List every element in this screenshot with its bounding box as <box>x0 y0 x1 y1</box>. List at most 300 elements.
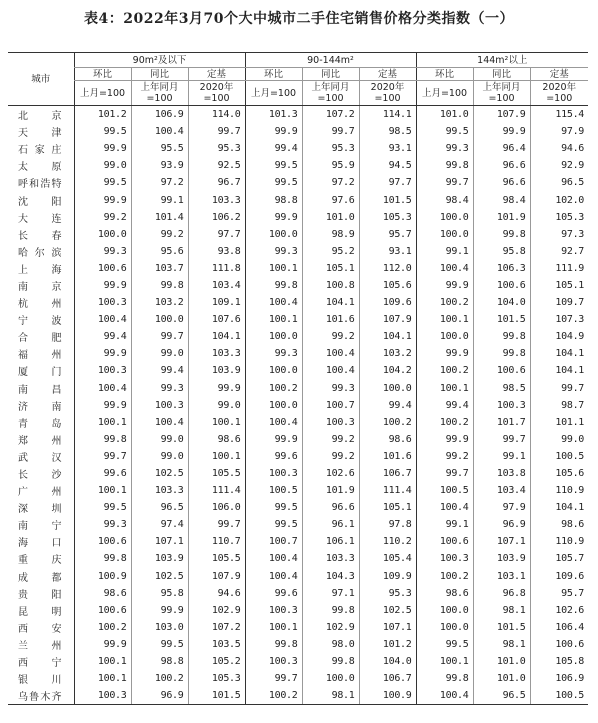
index-value: 96.1 <box>302 516 359 533</box>
index-value: 99.3 <box>245 243 302 260</box>
index-value: 99.9 <box>245 431 302 448</box>
table-row <box>8 482 588 499</box>
city-name: 乌鲁木齐 <box>8 687 74 705</box>
index-value: 104.1 <box>530 362 588 379</box>
index-value: 99.9 <box>245 209 302 226</box>
index-value: 101.0 <box>416 106 473 124</box>
index-value: 103.9 <box>473 550 530 567</box>
index-value: 99.9 <box>473 123 530 140</box>
table-row <box>8 328 588 345</box>
index-value: 100.4 <box>245 294 302 311</box>
index-value: 99.3 <box>74 243 131 260</box>
table-row <box>8 191 588 208</box>
index-value: 105.3 <box>530 209 588 226</box>
index-value: 100.4 <box>74 311 131 328</box>
index-value: 98.6 <box>416 585 473 602</box>
index-value: 98.5 <box>359 123 416 140</box>
index-value: 92.7 <box>530 243 588 260</box>
index-value: 97.9 <box>473 499 530 516</box>
city-name: 石家庄 <box>18 145 62 157</box>
index-value: 99.3 <box>416 140 473 157</box>
index-value: 99.7 <box>416 465 473 482</box>
index-value: 94.6 <box>188 585 245 602</box>
index-value: 99.3 <box>74 516 131 533</box>
index-value: 100.3 <box>74 687 131 705</box>
index-value: 97.1 <box>302 585 359 602</box>
index-value: 98.5 <box>473 380 530 397</box>
city-name: 重庆 <box>18 555 62 567</box>
index-value: 105.3 <box>188 670 245 687</box>
index-value: 96.6 <box>473 174 530 191</box>
index-value: 95.7 <box>530 585 588 602</box>
index-value: 99.9 <box>188 380 245 397</box>
index-value: 105.6 <box>359 277 416 294</box>
index-value: 97.7 <box>359 174 416 191</box>
index-value: 99.8 <box>416 670 473 687</box>
index-value: 101.4 <box>131 209 188 226</box>
index-value: 107.6 <box>188 311 245 328</box>
index-value: 103.4 <box>473 482 530 499</box>
index-value: 100.6 <box>74 602 131 619</box>
city-name: 杭州 <box>18 299 62 311</box>
index-value: 99.0 <box>131 431 188 448</box>
table-row <box>8 448 588 465</box>
index-value: 99.6 <box>245 448 302 465</box>
index-value: 99.2 <box>74 209 131 226</box>
index-value: 100.1 <box>245 260 302 277</box>
table-row <box>8 431 588 448</box>
table-row <box>8 499 588 516</box>
index-value: 93.1 <box>359 140 416 157</box>
index-value: 98.1 <box>302 687 359 705</box>
base-mom: 上月=100 <box>245 81 302 106</box>
index-value: 106.0 <box>188 499 245 516</box>
index-value: 99.4 <box>74 328 131 345</box>
index-value: 99.2 <box>131 226 188 243</box>
index-value: 100.0 <box>245 397 302 414</box>
index-value: 99.5 <box>245 516 302 533</box>
index-value: 99.7 <box>188 516 245 533</box>
index-value: 102.0 <box>530 191 588 208</box>
table-row <box>8 533 588 550</box>
city-name: 郑州 <box>18 435 62 447</box>
index-value: 106.9 <box>131 106 188 124</box>
index-value: 95.5 <box>131 140 188 157</box>
table-row <box>8 260 588 277</box>
index-value: 98.6 <box>359 431 416 448</box>
index-value: 100.0 <box>245 328 302 345</box>
index-value: 100.6 <box>530 636 588 653</box>
city-name: 上海 <box>18 264 62 276</box>
table-row <box>8 243 588 260</box>
index-value: 109.9 <box>359 568 416 585</box>
index-value: 100.0 <box>416 226 473 243</box>
index-value: 101.0 <box>473 670 530 687</box>
index-value: 99.2 <box>302 328 359 345</box>
index-value: 98.1 <box>473 602 530 619</box>
index-value: 111.8 <box>188 260 245 277</box>
base-mom: 上月=100 <box>74 81 131 106</box>
index-value: 92.9 <box>530 157 588 174</box>
city-name: 宁波 <box>18 316 62 328</box>
index-value: 110.9 <box>530 482 588 499</box>
index-value: 100.2 <box>74 619 131 636</box>
index-value: 103.8 <box>473 465 530 482</box>
index-value: 99.6 <box>74 465 131 482</box>
index-value: 103.3 <box>188 345 245 362</box>
table-row <box>8 311 588 328</box>
index-value: 104.0 <box>473 294 530 311</box>
index-value: 99.7 <box>302 123 359 140</box>
index-value: 107.1 <box>131 533 188 550</box>
index-value: 96.5 <box>131 499 188 516</box>
index-value: 99.0 <box>530 431 588 448</box>
index-value: 99.9 <box>245 123 302 140</box>
index-value: 99.9 <box>74 191 131 208</box>
index-value: 96.9 <box>473 516 530 533</box>
price-index-table <box>8 52 588 705</box>
index-value: 102.9 <box>188 602 245 619</box>
city-name: 福州 <box>18 350 62 362</box>
index-value: 100.1 <box>74 482 131 499</box>
index-value: 110.9 <box>530 533 588 550</box>
index-value: 107.1 <box>473 533 530 550</box>
index-value: 100.2 <box>416 362 473 379</box>
city-name: 沈阳 <box>18 196 62 208</box>
index-value: 100.1 <box>245 619 302 636</box>
index-value: 96.4 <box>473 140 530 157</box>
index-value: 99.5 <box>416 636 473 653</box>
index-value: 102.5 <box>131 465 188 482</box>
index-value: 100.5 <box>530 687 588 705</box>
index-value: 93.8 <box>188 243 245 260</box>
city-name: 深圳 <box>18 504 62 516</box>
subcol-yoy: 同比 <box>473 68 530 81</box>
index-value: 97.8 <box>359 516 416 533</box>
index-value: 103.3 <box>188 191 245 208</box>
index-value: 100.0 <box>131 311 188 328</box>
base-2020: 2020年=100 <box>188 81 245 106</box>
index-value: 111.4 <box>359 482 416 499</box>
base-yoy: 上年同月=100 <box>302 81 359 106</box>
index-value: 103.4 <box>188 277 245 294</box>
index-value: 105.5 <box>188 465 245 482</box>
index-value: 100.3 <box>131 397 188 414</box>
table-body <box>8 106 588 705</box>
index-value: 100.6 <box>473 362 530 379</box>
subcol-yoy: 同比 <box>131 68 188 81</box>
index-value: 99.3 <box>302 380 359 397</box>
index-value: 103.3 <box>131 482 188 499</box>
city-name: 哈尔滨 <box>18 247 62 259</box>
index-value: 104.1 <box>188 328 245 345</box>
table-row <box>8 123 588 140</box>
base-2020: 2020年=100 <box>530 81 588 106</box>
index-value: 100.7 <box>245 533 302 550</box>
table-row <box>8 636 588 653</box>
index-value: 100.4 <box>302 362 359 379</box>
index-value: 101.5 <box>359 191 416 208</box>
index-value: 105.1 <box>302 260 359 277</box>
city-header: 城市 <box>8 53 74 106</box>
index-value: 99.0 <box>131 448 188 465</box>
table-row <box>8 362 588 379</box>
table-row <box>8 140 588 157</box>
index-value: 100.4 <box>74 380 131 397</box>
index-value: 111.9 <box>530 260 588 277</box>
index-value: 102.5 <box>131 568 188 585</box>
index-value: 100.1 <box>416 653 473 670</box>
city-name: 长沙 <box>18 470 62 482</box>
index-value: 109.6 <box>359 294 416 311</box>
index-value: 99.9 <box>74 636 131 653</box>
index-value: 107.2 <box>302 106 359 124</box>
index-value: 107.3 <box>530 311 588 328</box>
page-title: 表4：2022年3月70个大中城市二手住宅销售价格分类指数（一） <box>84 11 514 27</box>
table-row <box>8 209 588 226</box>
index-value: 97.4 <box>131 516 188 533</box>
index-value: 100.3 <box>302 414 359 431</box>
index-value: 110.2 <box>359 533 416 550</box>
table-row <box>8 585 588 602</box>
index-value: 101.3 <box>245 106 302 124</box>
city-name: 海口 <box>18 538 62 550</box>
index-value: 100.4 <box>302 345 359 362</box>
city-name: 天津 <box>18 128 62 140</box>
subcol-base: 定基 <box>359 68 416 81</box>
index-value: 101.2 <box>74 106 131 124</box>
index-value: 103.9 <box>131 550 188 567</box>
index-value: 99.5 <box>245 499 302 516</box>
index-value: 99.2 <box>302 431 359 448</box>
index-value: 101.9 <box>473 209 530 226</box>
index-value: 105.8 <box>530 653 588 670</box>
index-value: 100.4 <box>416 260 473 277</box>
index-value: 99.4 <box>416 397 473 414</box>
table-row <box>8 106 588 124</box>
index-value: 103.0 <box>131 619 188 636</box>
index-value: 100.3 <box>416 550 473 567</box>
index-value: 97.2 <box>302 174 359 191</box>
index-value: 104.1 <box>302 294 359 311</box>
index-value: 99.2 <box>416 448 473 465</box>
index-value: 100.0 <box>74 226 131 243</box>
index-value: 99.8 <box>302 602 359 619</box>
index-value: 99.9 <box>74 397 131 414</box>
index-value: 112.0 <box>359 260 416 277</box>
table-row <box>8 380 588 397</box>
index-value: 93.9 <box>131 157 188 174</box>
subcol-yoy: 同比 <box>302 68 359 81</box>
index-value: 107.2 <box>188 619 245 636</box>
index-value: 114.0 <box>188 106 245 124</box>
index-value: 99.9 <box>416 277 473 294</box>
index-value: 99.8 <box>245 636 302 653</box>
index-value: 101.5 <box>188 687 245 705</box>
city-name: 西宁 <box>18 658 62 670</box>
base-yoy: 上年同月=100 <box>473 81 530 106</box>
index-value: 100.6 <box>473 277 530 294</box>
index-value: 104.3 <box>302 568 359 585</box>
index-value: 101.6 <box>302 311 359 328</box>
index-value: 99.8 <box>473 345 530 362</box>
index-value: 99.6 <box>245 585 302 602</box>
table-row <box>8 670 588 687</box>
index-value: 99.8 <box>74 550 131 567</box>
index-value: 97.2 <box>131 174 188 191</box>
index-value: 103.2 <box>359 345 416 362</box>
group-header-small: 90m²及以下 <box>74 53 245 68</box>
index-value: 100.2 <box>131 670 188 687</box>
index-value: 95.8 <box>473 243 530 260</box>
index-value: 98.6 <box>530 516 588 533</box>
table-row <box>8 294 588 311</box>
index-value: 100.4 <box>416 499 473 516</box>
index-value: 97.3 <box>530 226 588 243</box>
index-value: 100.4 <box>245 568 302 585</box>
subcol-mom: 环比 <box>416 68 473 81</box>
index-value: 98.0 <box>302 636 359 653</box>
index-value: 105.4 <box>359 550 416 567</box>
index-value: 100.4 <box>245 550 302 567</box>
index-value: 100.2 <box>245 380 302 397</box>
index-value: 97.7 <box>188 226 245 243</box>
index-value: 100.6 <box>74 260 131 277</box>
table-row <box>8 516 588 533</box>
index-value: 109.6 <box>530 568 588 585</box>
index-value: 95.7 <box>359 226 416 243</box>
index-value: 95.2 <box>302 243 359 260</box>
table-row <box>8 174 588 191</box>
index-value: 98.7 <box>530 397 588 414</box>
index-value: 99.1 <box>131 191 188 208</box>
city-name: 南京 <box>18 281 62 293</box>
index-value: 101.1 <box>530 414 588 431</box>
index-value: 100.4 <box>416 687 473 705</box>
index-value: 103.2 <box>131 294 188 311</box>
index-value: 101.2 <box>359 636 416 653</box>
index-value: 105.6 <box>530 465 588 482</box>
subcol-base: 定基 <box>188 68 245 81</box>
index-value: 101.5 <box>473 311 530 328</box>
index-value: 99.3 <box>131 380 188 397</box>
index-value: 100.1 <box>74 670 131 687</box>
index-value: 105.2 <box>188 653 245 670</box>
city-name: 兰州 <box>18 640 62 652</box>
index-value: 100.3 <box>74 294 131 311</box>
index-value: 99.1 <box>473 448 530 465</box>
index-value: 100.0 <box>416 209 473 226</box>
index-value: 95.8 <box>131 585 188 602</box>
index-value: 100.3 <box>245 465 302 482</box>
city-name: 广州 <box>18 487 62 499</box>
index-value: 93.1 <box>359 243 416 260</box>
index-value: 101.5 <box>473 619 530 636</box>
index-value: 99.4 <box>245 140 302 157</box>
table-row <box>8 414 588 431</box>
index-value: 99.8 <box>302 653 359 670</box>
index-value: 105.1 <box>530 277 588 294</box>
index-value: 103.7 <box>131 260 188 277</box>
index-value: 100.9 <box>359 687 416 705</box>
index-value: 96.5 <box>530 174 588 191</box>
index-value: 100.1 <box>245 311 302 328</box>
index-value: 99.7 <box>530 380 588 397</box>
city-name: 昆明 <box>18 606 62 618</box>
subcol-mom: 环比 <box>74 68 131 81</box>
index-value: 99.4 <box>131 362 188 379</box>
index-value: 98.6 <box>74 585 131 602</box>
index-value: 97.9 <box>530 123 588 140</box>
base-2020: 2020年=100 <box>359 81 416 106</box>
city-name: 南昌 <box>18 384 62 396</box>
index-value: 100.1 <box>416 380 473 397</box>
city-name: 合肥 <box>18 333 62 345</box>
index-value: 99.8 <box>473 328 530 345</box>
index-value: 95.3 <box>302 140 359 157</box>
city-name: 大连 <box>18 213 62 225</box>
index-value: 109.1 <box>188 294 245 311</box>
index-value: 99.3 <box>245 345 302 362</box>
index-value: 104.1 <box>530 345 588 362</box>
index-value: 104.1 <box>359 328 416 345</box>
index-value: 99.1 <box>416 516 473 533</box>
city-name: 呼和浩特 <box>18 179 62 191</box>
index-value: 101.6 <box>359 448 416 465</box>
index-value: 101.0 <box>473 653 530 670</box>
index-value: 106.4 <box>530 619 588 636</box>
index-value: 115.4 <box>530 106 588 124</box>
subcol-base: 定基 <box>530 68 588 81</box>
index-value: 99.4 <box>359 397 416 414</box>
index-value: 103.5 <box>188 636 245 653</box>
city-name: 太原 <box>18 162 62 174</box>
index-value: 100.1 <box>188 448 245 465</box>
index-value: 96.9 <box>131 687 188 705</box>
index-value: 100.6 <box>74 533 131 550</box>
index-value: 101.7 <box>473 414 530 431</box>
index-value: 98.8 <box>131 653 188 670</box>
index-value: 102.6 <box>302 465 359 482</box>
index-value: 104.2 <box>359 362 416 379</box>
index-value: 103.3 <box>302 550 359 567</box>
index-value: 99.5 <box>74 123 131 140</box>
index-value: 100.4 <box>131 414 188 431</box>
index-value: 100.0 <box>302 670 359 687</box>
city-name: 济南 <box>18 401 62 413</box>
index-value: 98.9 <box>302 226 359 243</box>
index-value: 99.0 <box>74 157 131 174</box>
index-value: 99.5 <box>131 636 188 653</box>
index-value: 105.7 <box>530 550 588 567</box>
index-value: 100.3 <box>473 397 530 414</box>
index-value: 96.8 <box>473 585 530 602</box>
index-value: 99.5 <box>416 123 473 140</box>
city-name: 银川 <box>18 675 62 687</box>
index-value: 99.7 <box>188 123 245 140</box>
index-value: 100.3 <box>74 362 131 379</box>
index-value: 100.8 <box>302 277 359 294</box>
index-value: 110.7 <box>188 533 245 550</box>
index-value: 95.6 <box>131 243 188 260</box>
table-row <box>8 397 588 414</box>
index-value: 100.5 <box>530 448 588 465</box>
city-name: 西安 <box>18 623 62 635</box>
index-value: 106.1 <box>302 533 359 550</box>
index-value: 107.9 <box>359 311 416 328</box>
index-value: 99.8 <box>131 277 188 294</box>
index-value: 105.3 <box>359 209 416 226</box>
